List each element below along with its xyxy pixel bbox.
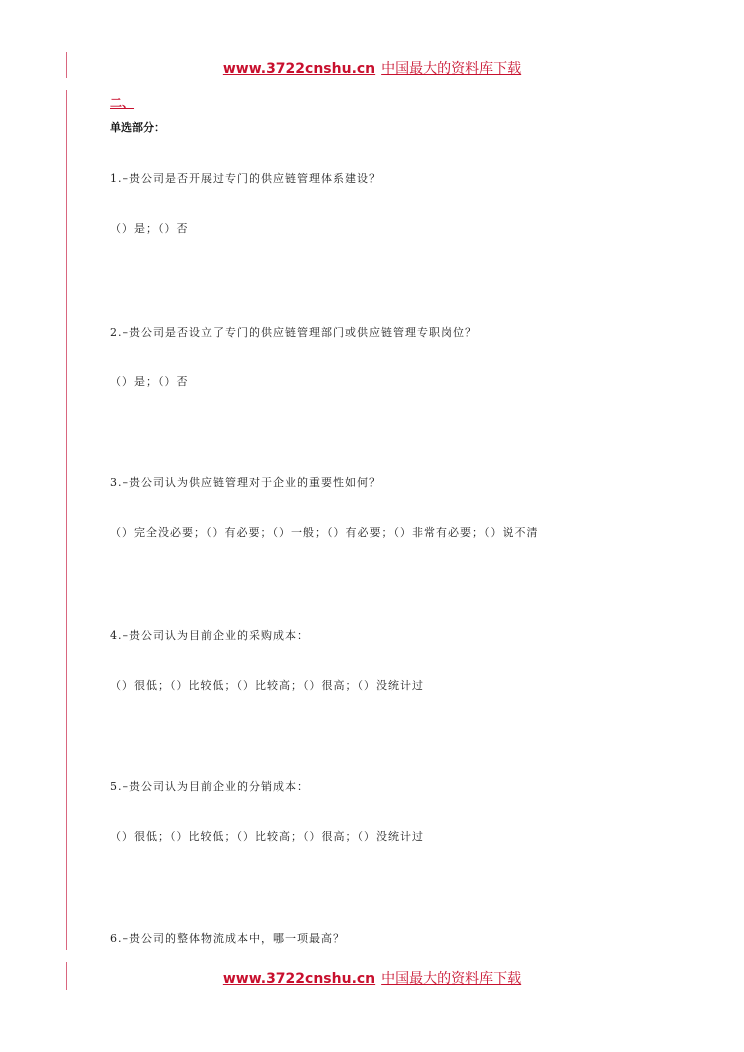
question-1-options: （）是；（）否 [110, 222, 189, 235]
question-1: 1.–贵公司是否开展过专门的供应链管理体系建设？ [110, 172, 381, 185]
question-3-options: （）完全没必要；（）有必要；（）一般；（）有必要；（）非常有必要；（）说不清 [110, 526, 539, 539]
header-link[interactable] [0, 58, 744, 78]
section-title: 二、 [110, 96, 135, 110]
header-url[interactable]: www.3722cnshu.cn [222, 61, 376, 77]
question-5: 5.–贵公司认为目前企业的分销成本： [110, 780, 309, 793]
footer-tagline[interactable]: 中国最大的资料库下载 [381, 971, 522, 987]
margin-line [66, 90, 67, 950]
question-4-options: （）很低；（）比较低；（）比较高；（）很高；（）没统计过 [110, 679, 424, 692]
header-tagline[interactable]: 中国最大的资料库下载 [381, 61, 522, 77]
footer-link[interactable] [0, 968, 744, 988]
question-3: 3.–贵公司认为供应链管理对于企业的重要性如何？ [110, 476, 381, 489]
question-4: 4.–贵公司认为目前企业的采购成本： [110, 629, 309, 642]
question-2-options: （）是；（）否 [110, 375, 189, 388]
question-5-options: （）很低；（）比较低；（）比较高；（）很高；（）没统计过 [110, 830, 424, 843]
question-2: 2.–贵公司是否设立了专门的供应链管理部门或供应链管理专职岗位？ [110, 326, 477, 339]
part-title: 单选部分： [110, 121, 165, 134]
question-6: 6.–贵公司的整体物流成本中，哪一项最高？ [110, 932, 345, 945]
footer-url[interactable]: www.3722cnshu.cn [222, 971, 376, 987]
